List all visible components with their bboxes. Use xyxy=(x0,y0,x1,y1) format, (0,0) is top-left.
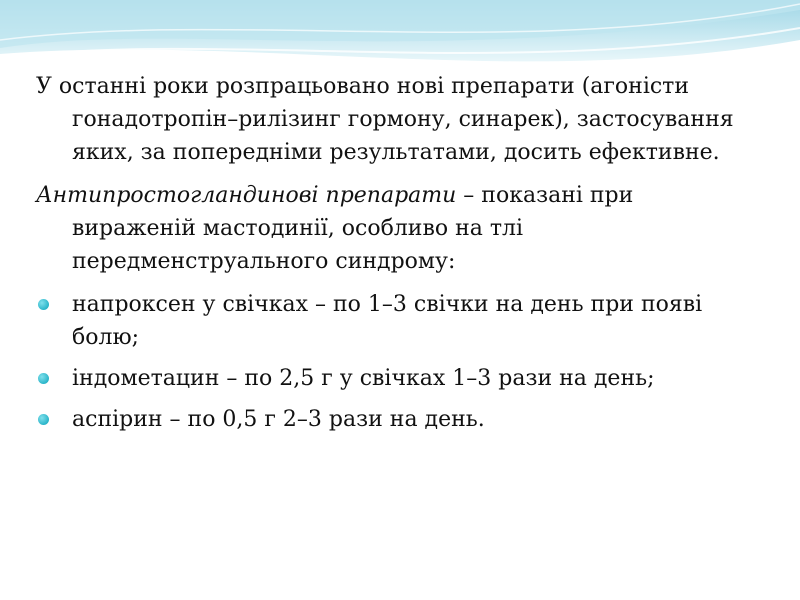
list-item-text: аспірин – по 0,5 г 2–3 рази на день. xyxy=(72,407,485,432)
header-decoration-band xyxy=(0,0,800,62)
list-item-text: напроксен у свічках – по 1–3 свічки на день при появі болю; xyxy=(72,292,703,350)
list-item xyxy=(36,288,756,354)
bullet-dot-icon xyxy=(38,373,49,384)
paragraph-antiprostaglandin xyxy=(36,179,756,278)
slide-content xyxy=(36,70,756,444)
antiprostaglandin-lead: Антипростогландинові препарати xyxy=(36,183,457,208)
paragraph-new-drugs-text: У останні роки розпрацьовано нові препарати (агоністи гонадотропін–рилізинг гормону, синарек), застосування яких, за попередніми результатами, досить ефективне. xyxy=(36,74,734,165)
list-item-text: індометацин – по 2,5 г у свічках 1–3 рази на день; xyxy=(72,366,655,391)
paragraph-new-drugs xyxy=(36,70,756,169)
antiprostaglandin-rest: – показані при вираженій мастодинії, особливо на тлі передменструального синдрому: xyxy=(72,183,634,274)
bullet-dot-icon xyxy=(38,299,49,310)
bullet-dot-icon xyxy=(38,414,49,425)
list-item xyxy=(36,362,756,395)
list-item xyxy=(36,403,756,436)
wave-decoration xyxy=(0,0,800,62)
